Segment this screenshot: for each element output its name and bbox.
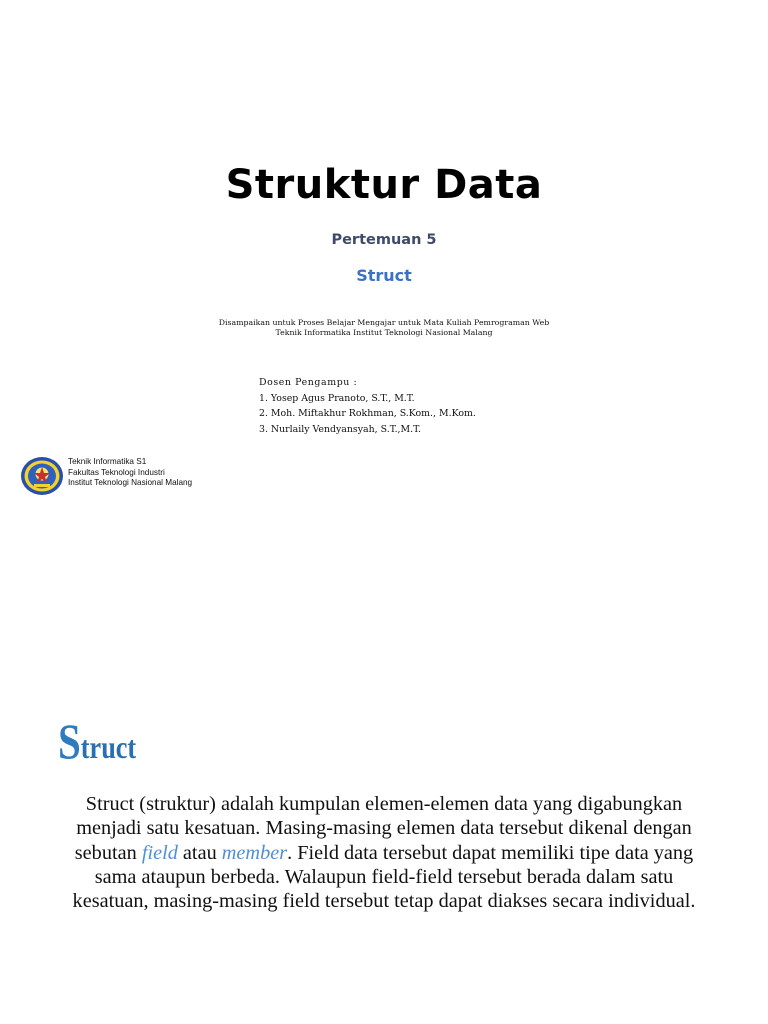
paragraph-text: Struct (struktur) adalah kumpulan elemen-elemen data yang digabungkan menjadi satu kesatuan. Masing-masing elemen data tersebut dikenal dengan sebutan [74,793,692,864]
institution-text [68,457,192,489]
paragraph-text: atau [177,841,222,864]
struct-heading-initial: S [58,713,81,769]
institution-block [20,454,280,498]
slide-struct [0,512,768,1024]
institution-line: Fakultas Teknologi Industri [68,467,165,477]
meeting-label: Pertemuan 5 [331,232,437,248]
struct-definition-paragraph [62,792,706,913]
slide-title-heading: Struktur Data [225,162,543,208]
lecturer-item: 2. Moh. Miftakhur Rokhman, S.Kom., M.Kom. [259,408,476,419]
delivery-line-2: Teknik Informatika Institut Teknologi Nasional Malang [275,328,493,337]
delivery-line-1: Disampaikan untuk Proses Belajar Mengajar untuk Mata Kuliah Pemrograman Web [218,318,550,327]
delivery-note [0,318,768,338]
institution-line: Institut Teknologi Nasional Malang [68,478,193,487]
itn-malang-logo-icon [20,454,64,498]
lecturer-item: 1. Yosep Agus Pranoto, S.T., M.T. [259,392,415,404]
lecturer-list [259,375,579,437]
lecturer-item: 3. Nurlaily Vendyansyah, S.T.,M.T. [259,423,421,435]
term-field: field [141,841,178,864]
struct-heading [58,712,136,770]
lecturer-list-header: Dosen Pengampu : [259,377,358,388]
struct-heading-rest: truct [80,729,137,765]
term-member: member [221,841,288,864]
institution-line: Teknik Informatika S1 [68,457,147,466]
paragraph-text: . Field data tersebut dapat memiliki tipe data yang sama ataupun berbeda. Walaupun field-field tersebut berada dalam satu kesatuan, masing-masing field tersebut tetap dapat diakses secara individual. [72,841,696,913]
topic-label: Struct [356,266,412,285]
